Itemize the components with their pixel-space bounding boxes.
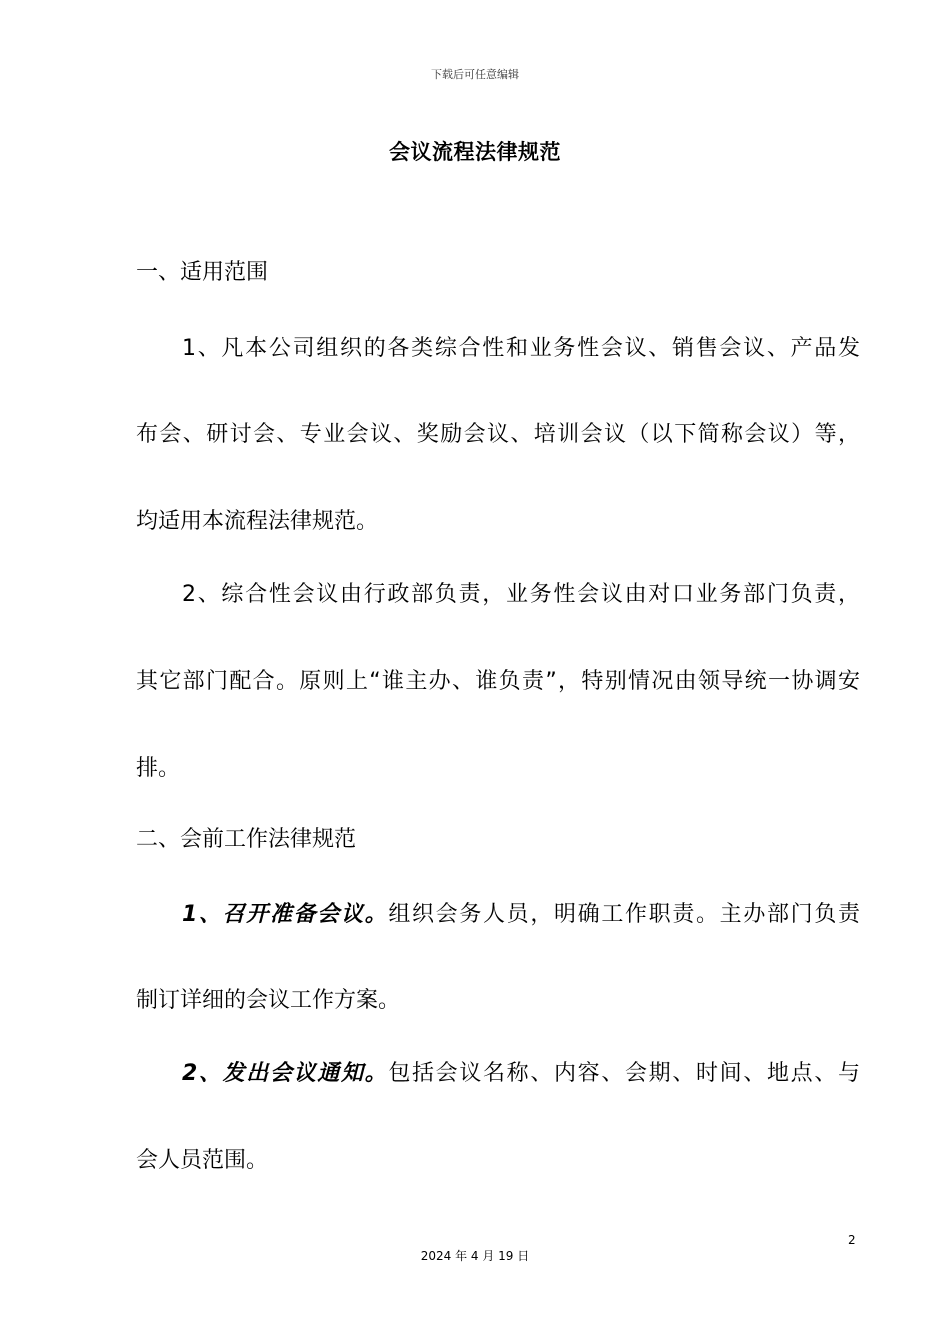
paragraph-line: 布会、研讨会、专业会议、奖励会议、培训会议（以下简称会议）等， [136, 422, 860, 447]
paragraph-line [182, 900, 860, 930]
item-lead: 2、发出会议通知。 [182, 1061, 389, 1086]
paragraph-line [182, 1059, 860, 1089]
paragraph-line: 均适用本流程法律规范。 [136, 509, 379, 534]
paragraph-line: 其它部门配合。原则上“谁主办、谁负责”，特别情况由领导统一协调安 [136, 669, 860, 694]
item-lead: 1、召开准备会议。 [182, 902, 389, 927]
paragraph-line: 排。 [136, 756, 181, 781]
header-note: 下载后可任意编辑 [431, 68, 519, 81]
paragraph-line: 制订详细的会议工作方案。 [136, 988, 401, 1013]
section-heading: 一、适用范围 [136, 260, 269, 285]
item-text: 包括会议名称、内容、会期、时间、地点、与 [388, 1061, 860, 1086]
footer-date: 2024 年 4 月 19 日 [420, 1249, 530, 1263]
page-number: 2 [848, 1233, 856, 1247]
section-heading: 二、会前工作法律规范 [136, 827, 357, 852]
item-text: 组织会务人员，明确工作职责。主办部门负责 [388, 902, 860, 927]
document-title: 会议流程法律规范 [389, 140, 561, 164]
paragraph-line: 1、凡本公司组织的各类综合性和业务性会议、销售会议、产品发 [182, 336, 860, 361]
paragraph-line: 会人员范围。 [136, 1148, 269, 1173]
paragraph-line: 2、综合性会议由行政部负责，业务性会议由对口业务部门负责， [182, 582, 860, 607]
